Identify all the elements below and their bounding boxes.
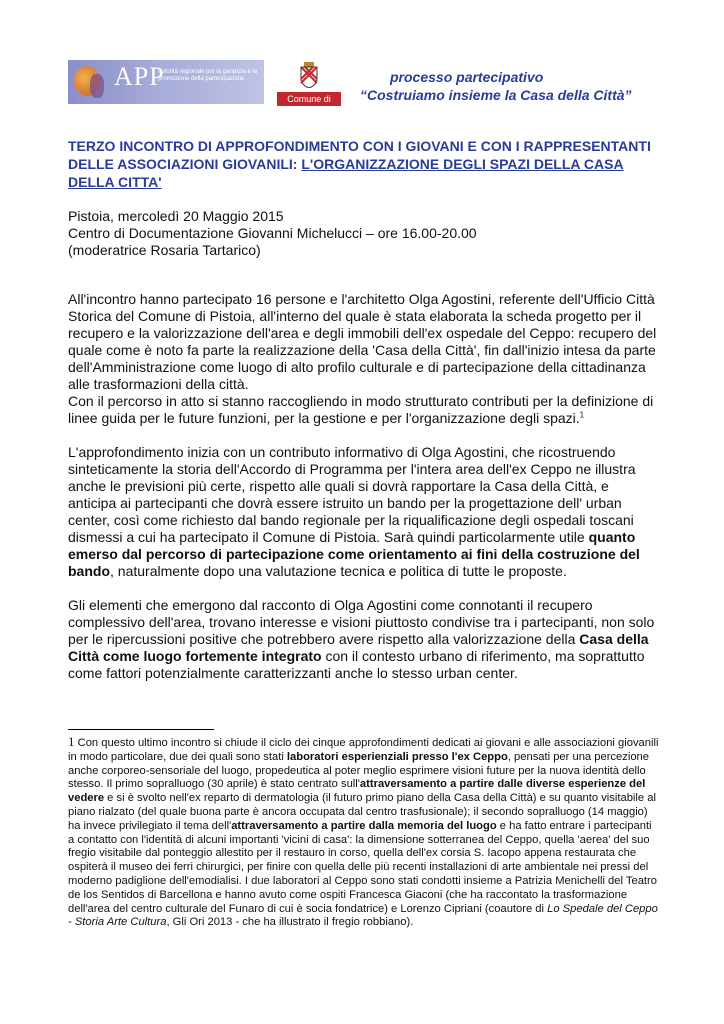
fn-text-5: , Gli Ori 2013 - che ha illustrato il fregio robbiano). xyxy=(166,916,414,929)
fn-text-2: , pensati per una percezione anche corporeo-sensoriale del luogo, propedeutica al poter meglio esprimere visioni future per la nuova identità dello stesso. Il primo sopralluogo (30 aprile) è stato centrato sull' xyxy=(68,750,649,791)
p2-text-c: , naturalmente dopo una valutazione tecnica e politica di tutte le proposte. xyxy=(110,563,567,579)
paragraph-2 xyxy=(68,444,660,580)
paragraph-3 xyxy=(68,597,660,682)
title-part-1: TERZO INCONTRO DI APPROFONDIMENTO CON I GIOVANI E CON I RAPPRESENTANTI DELLE ASSOCIAZIONI GIOVANILI: xyxy=(68,138,651,172)
fn-bold-1: laboratori esperienziali presso l'ex Ceppo xyxy=(286,750,508,763)
meeting-venue: Centro di Documentazione Giovanni Michelucci – ore 16.00-20.00 xyxy=(68,225,477,241)
p3-text-a: Gli elementi che emergono dal racconto di Olga Agostini come connotanti il recupero complessivo dell'area, trovano interesse e visioni piuttosto condivise tra i partecipanti, non solo per le ripercussioni positive che potrebbero avere rispetto alla valorizzazione della xyxy=(68,597,655,647)
footnote xyxy=(68,735,660,930)
meeting-details xyxy=(68,208,477,259)
footnote-number: 1 xyxy=(68,734,75,749)
meeting-date: Pistoia, mercoledì 20 Maggio 2015 xyxy=(68,208,284,224)
document-title xyxy=(68,137,668,191)
logo-figure-shadow xyxy=(90,74,104,98)
title-part-2: L'ORGANIZZAZIONE DEGLI SPAZI DELLA CASA DELLA CITTA' xyxy=(68,156,624,190)
p2-text-a: L'approfondimento inizia con un contributo informativo di Olga Agostini, che ricostruendo sinteticamente la storia dell'Accordo di Programma per l'intera area dell'ex Ceppo ne illustra anche le previsioni più certe, rispetto alle quali si dovrà rapportare la Casa della Città, e anticipa ai partecipanti che dovrà essere istruito un bando per la progettazione dell' urban center, così come richiesto dal bando regionale per la riqualificazione degli ospedali toscani dismessi a cui ha partecipato il Comune di Pistoia. Sarà quindi particolarmente utile xyxy=(68,444,636,545)
fn-text-3: e si è svolto nell'ex reparto di dermatologia (il futuro primo piano della Casa della Città) e su quanto visitabile al piano rialzato (del quale buona parte è ancora occupata dal centro trasfusionale); il secondo sopralluogo (14 maggio) ha invece privilegiato il tema dell' xyxy=(68,792,656,832)
process-line-2: “Costruiamo insieme la Casa della Città” xyxy=(360,87,632,103)
fn-book-title: Lo Spedale del Ceppo - Storia Arte Cultura xyxy=(68,902,658,929)
footnote-ref[interactable]: 1 xyxy=(579,410,585,420)
body-text xyxy=(68,291,660,699)
comune-logo xyxy=(277,62,341,118)
p3-text-c: con il contesto urbano di riferimento, ma soprattutto come fattori potenzialmente caratterizzanti anche lo stesso urban center. xyxy=(68,648,645,681)
comune-label: Comune di Pistoia xyxy=(277,92,341,106)
app-logo-subtitle: autorità regionale per la garanzia e la promozione della partecipazione xyxy=(158,69,258,82)
meeting-moderator: (moderatrice Rosaria Tartarico) xyxy=(68,242,261,258)
fn-text-1: Con questo ultimo incontro si chiude il ciclo dei cinque approfondimenti dedicati ai giovani e alle associazioni giovanili in modo particolare, due dei quali sono stati xyxy=(68,737,659,763)
p1-text-b: Con il percorso in atto si stanno raccogliendo in modo strutturato contributi per la definizione di linee guida per le future funzioni, per la gestione e per l'organizzazione degli spazi. xyxy=(68,393,654,426)
process-line-1: processo partecipativo xyxy=(390,69,544,85)
app-logo xyxy=(68,60,264,104)
paragraph-1 xyxy=(68,291,660,427)
fn-bold-3: attraversamento a partire dalla memoria del luogo xyxy=(231,819,497,832)
p1-text-a: All'incontro hanno partecipato 16 persone e l'architetto Olga Agostini, referente dell'Ufficio Città Storica del Comune di Pistoia, all'interno del quale è stata elaborata la scheda progetto per il recupero e la valorizzazione dell'area e degli immobili dell'ex ospedale del Ceppo: recupero del quale come è noto fa parte la realizzazione della 'Casa della Città', fin dall'inizio intesa da parte dell'Amministrazione come luogo di alto profilo culturale e di partecipazione della cittadinanza alle trasformazioni della città. xyxy=(68,291,657,392)
coat-of-arms-icon xyxy=(299,62,319,88)
fn-text-4: e ha fatto entrare i partecipanti a contatto con l'identità di alcuni importanti 'vicini di casa': la dimensione sotterranea del Ceppo, quella 'aerea' del suo fregio visitabile dal ponteggio allestito per il restauro in corso, quella dell'ex corsia S. Iacopo appena restaurata che ospiterà il museo dei ferri chirurgici, per finire con quella delle più recenti installazioni di arte ambientale nei pressi del moderno padiglione dell'emodialisi. I due laboratori al Ceppo sono stati condotti insieme a Patrizia Menichelli del Teatro de los Sentidos di Barcellona e hanno avuto come ospiti Francesca Giaconi (che ha raccontato la trasformazione dell'area del centro culturale del Funaro di cui è socia fondatrice) e Lorenzo Cipriani (coautore di xyxy=(68,819,657,915)
p2-bold: quanto emerso dal percorso di partecipazione come orientamento ai fini della costruzione del bando xyxy=(68,529,640,579)
app-logo-text: APP xyxy=(114,62,165,91)
fn-bold-2: attraversamento a partire dalle diverse esperienze del vedere xyxy=(68,778,646,805)
footnote-divider xyxy=(68,729,214,730)
process-heading xyxy=(360,68,680,104)
p3-bold: Casa della Città come luogo fortemente integrato xyxy=(68,631,649,664)
